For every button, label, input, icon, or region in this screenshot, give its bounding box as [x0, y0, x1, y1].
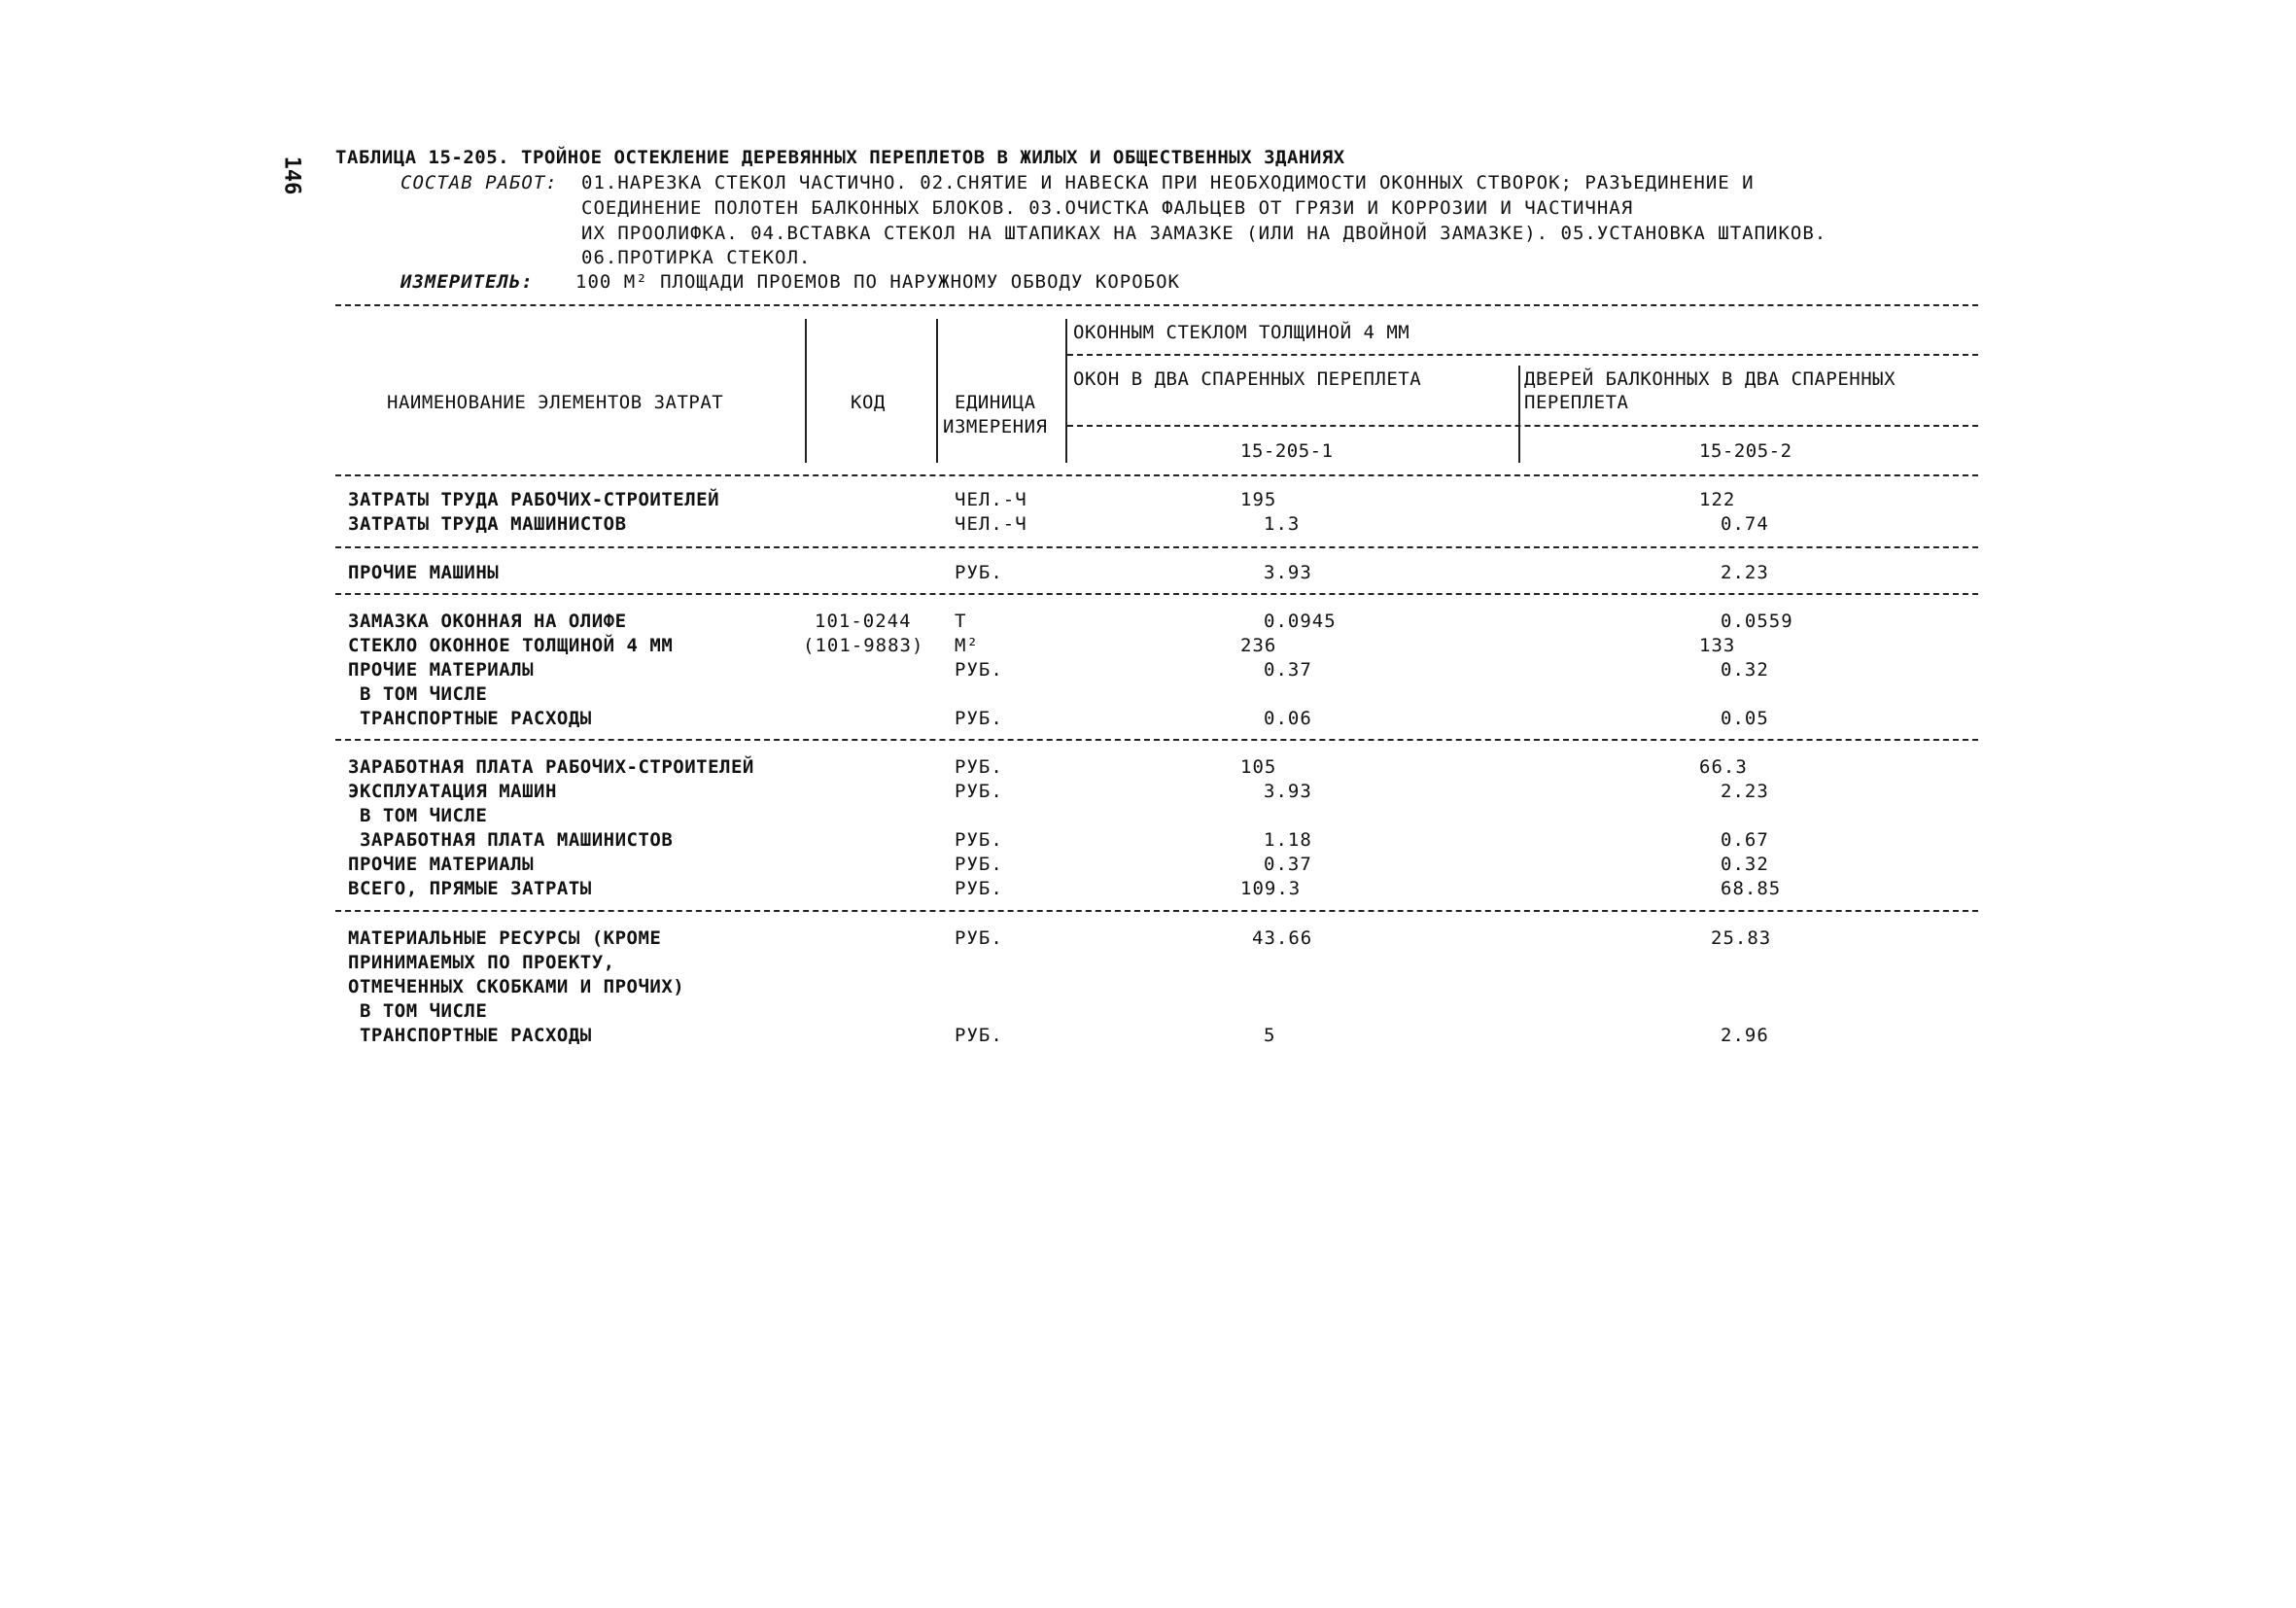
row-unit: РУБ.: [955, 659, 1003, 681]
code-rule: [1067, 425, 1978, 427]
row-name: ЗАМАЗКА ОКОННАЯ НА ОЛИФЕ: [348, 611, 627, 632]
row-name: ВСЕГО, ПРЯМЫЕ ЗАТРАТЫ: [348, 878, 592, 899]
row-v2: 2.23: [1721, 562, 1769, 583]
row-unit: РУБ.: [955, 756, 1003, 778]
work-label: СОСТАВ РАБОТ:: [400, 172, 558, 193]
row-v2: 66.3: [1699, 756, 1748, 778]
header-unit: ЕДИНИЦА: [955, 392, 1036, 413]
row-name: ТРАНСПОРТНЫЕ РАСХОДЫ: [348, 708, 592, 729]
row-unit: РУБ.: [955, 854, 1003, 875]
header-name: НАИМЕНОВАНИЕ ЭЛЕМЕНТОВ ЗАТРАТ: [387, 392, 724, 413]
row-v2: 0.0559: [1721, 611, 1793, 632]
row-name: ЗАТРАТЫ ТРУДА РАБОЧИХ-СТРОИТЕЛЕЙ: [348, 489, 720, 510]
row-v2: 0.67: [1721, 829, 1769, 851]
row-name: ПРИНИМАЕМЫХ ПО ПРОЕКТУ,: [348, 952, 615, 973]
row-unit: ЧЕЛ.-Ч: [955, 489, 1027, 510]
row-v1: 1.18: [1264, 829, 1312, 851]
row-unit: Т: [955, 611, 967, 632]
row-unit: РУБ.: [955, 708, 1003, 729]
row-v1: 236: [1240, 635, 1277, 656]
row-v1: 1.3: [1264, 513, 1301, 535]
group-rule: [1067, 354, 1978, 356]
row-v1: 105: [1240, 756, 1277, 778]
row-v1: 0.37: [1264, 854, 1312, 875]
row-v2: 0.05: [1721, 708, 1769, 729]
row-unit: М²: [955, 635, 979, 656]
row-name: МАТЕРИАЛЬНЫЕ РЕСУРСЫ (КРОМЕ: [348, 927, 662, 949]
header-top-rule: [335, 304, 1978, 306]
row-name: СТЕКЛО ОКОННОЕ ТОЛЩИНОЙ 4 ММ: [348, 635, 674, 656]
measure-text: 100 М² ПЛОЩАДИ ПРОЕМОВ ПО НАРУЖНОМУ ОБВОДУ КОРОБОК: [575, 271, 1180, 293]
row-v1: 43.66: [1252, 927, 1313, 949]
row-name: ТРАНСПОРТНЫЕ РАСХОДЫ: [348, 1025, 592, 1046]
header-code1: 15-205-1: [1240, 440, 1334, 462]
row-v2: 0.32: [1721, 854, 1769, 875]
header-bottom-rule: [335, 474, 1978, 476]
row-name: ЗАТРАТЫ ТРУДА МАШИНИСТОВ: [348, 513, 627, 535]
row-unit: РУБ.: [955, 781, 1003, 802]
col-separator: [805, 319, 807, 463]
row-unit: РУБ.: [955, 927, 1003, 949]
col-separator: [1518, 366, 1520, 463]
header-unit: ИЗМЕРЕНИЯ: [943, 416, 1048, 437]
header-code2: 15-205-2: [1699, 440, 1792, 462]
row-v1: 0.06: [1264, 708, 1312, 729]
row-v2: 2.96: [1721, 1025, 1769, 1046]
row-v1: 0.0945: [1264, 611, 1337, 632]
header-col2: ДВЕРЕЙ БАЛКОННЫХ В ДВА СПАРЕННЫХ: [1524, 368, 1896, 390]
row-v1: 3.93: [1264, 781, 1312, 802]
row-v2: 133: [1699, 635, 1736, 656]
row-name: ПРОЧИЕ МАТЕРИАЛЫ: [348, 854, 535, 875]
table-title: ТАБЛИЦА 15-205. ТРОЙНОЕ ОСТЕКЛЕНИЕ ДЕРЕВЯННЫХ ПЕРЕПЛЕТОВ В ЖИЛЫХ И ОБЩЕСТВЕННЫХ ЗДАНИЯХ: [335, 147, 1345, 168]
row-name: В ТОМ ЧИСЛЕ: [348, 683, 488, 705]
row-code: 101-0244: [815, 611, 912, 632]
section-rule: [335, 910, 1978, 912]
row-code: (101-9883): [803, 635, 924, 656]
row-v1: 0.37: [1264, 659, 1312, 681]
row-unit: РУБ.: [955, 1025, 1003, 1046]
row-name: ПРОЧИЕ МАШИНЫ: [348, 562, 500, 583]
row-v2: 68.85: [1721, 878, 1782, 899]
page-number: 146: [279, 156, 304, 195]
section-rule: [335, 739, 1978, 741]
row-v2: 122: [1699, 489, 1736, 510]
row-unit: РУБ.: [955, 829, 1003, 851]
row-name: ОТМЕЧЕННЫХ СКОБКАМИ И ПРОЧИХ): [348, 976, 685, 997]
header-code: КОД: [851, 392, 886, 413]
row-v1: 195: [1240, 489, 1277, 510]
row-name: ЗАРАБОТНАЯ ПЛАТА МАШИНИСТОВ: [348, 829, 674, 851]
section-rule: [335, 593, 1978, 595]
row-name: В ТОМ ЧИСЛЕ: [348, 805, 488, 826]
row-unit: РУБ.: [955, 562, 1003, 583]
row-name: В ТОМ ЧИСЛЕ: [348, 1000, 488, 1022]
row-unit: ЧЕЛ.-Ч: [955, 513, 1027, 535]
row-v2: 0.74: [1721, 513, 1769, 535]
col-separator: [1065, 319, 1067, 463]
row-v2: 25.83: [1711, 927, 1772, 949]
row-v1: 5: [1264, 1025, 1276, 1046]
row-v2: 0.32: [1721, 659, 1769, 681]
row-v1: 3.93: [1264, 562, 1312, 583]
header-col2: ПЕРЕПЛЕТА: [1524, 392, 1629, 413]
row-v2: 2.23: [1721, 781, 1769, 802]
work-line: 01.НАРЕЗКА СТЕКОЛ ЧАСТИЧНО. 02.СНЯТИЕ И НАВЕСКА ПРИ НЕОБХОДИМОСТИ ОКОННЫХ СТВОРОК; РАЗЪЕДИНЕНИЕ И: [581, 172, 1755, 193]
row-unit: РУБ.: [955, 878, 1003, 899]
work-line: ИХ ПРООЛИФКА. 04.ВСТАВКА СТЕКОЛ НА ШТАПИКАХ НА ЗАМАЗКЕ (ИЛИ НА ДВОЙНОЙ ЗАМАЗКЕ). 05.УСТАНОВКА ШТАПИКОВ.: [581, 223, 1827, 244]
section-rule: [335, 546, 1978, 548]
col-separator: [936, 319, 938, 463]
header-col1: ОКОН В ДВА СПАРЕННЫХ ПЕРЕПЛЕТА: [1073, 368, 1422, 390]
row-name: ЭКСПЛУАТАЦИЯ МАШИН: [348, 781, 557, 802]
row-name: ЗАРАБОТНАЯ ПЛАТА РАБОЧИХ-СТРОИТЕЛЕЙ: [348, 756, 754, 778]
header-group: ОКОННЫМ СТЕКЛОМ ТОЛЩИНОЙ 4 ММ: [1073, 322, 1410, 343]
work-line: СОЕДИНЕНИЕ ПОЛОТЕН БАЛКОННЫХ БЛОКОВ. 03.ОЧИСТКА ФАЛЬЦЕВ ОТ ГРЯЗИ И КОРРОЗИИ И ЧАСТИЧНАЯ: [581, 197, 1634, 219]
measure-label: ИЗМЕРИТЕЛЬ:: [400, 271, 534, 293]
row-name: ПРОЧИЕ МАТЕРИАЛЫ: [348, 659, 535, 681]
row-v1: 109.3: [1240, 878, 1302, 899]
work-line: 06.ПРОТИРКА СТЕКОЛ.: [581, 247, 812, 268]
